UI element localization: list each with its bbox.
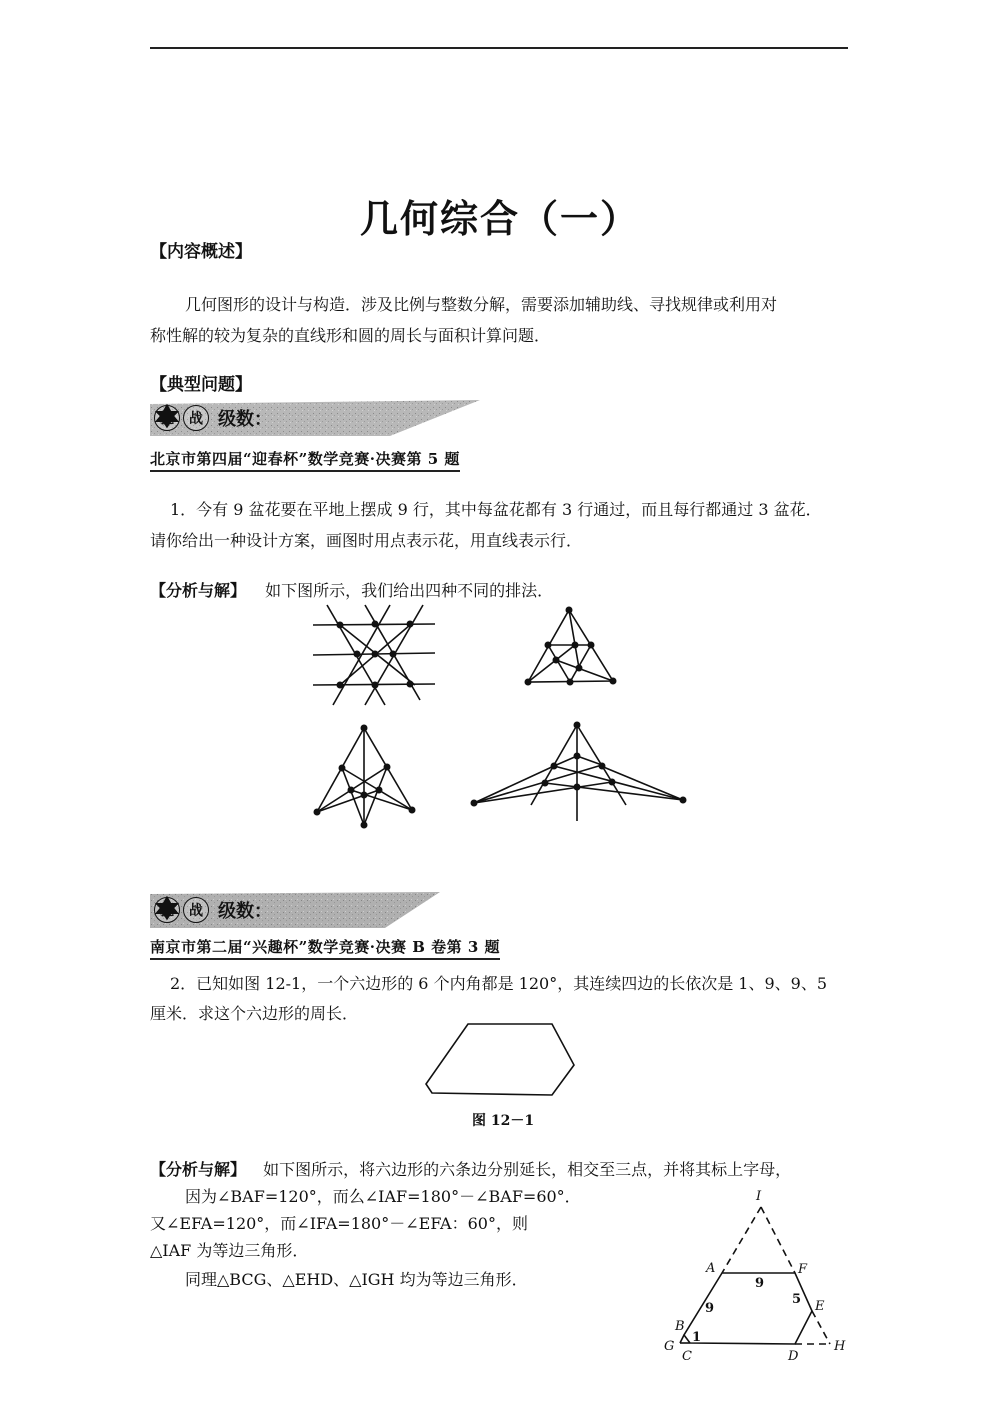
figure-triangle-arrangement [510, 600, 620, 695]
analysis-tag: 【分析与解】 [150, 581, 247, 600]
label-E: E [815, 1299, 825, 1314]
hexagram-star-icon [154, 895, 180, 921]
analysis-line-3: △IAF 为等边三角形． [150, 1241, 309, 1260]
figure-grid-arrangement [305, 600, 445, 710]
problem-source-2: 南京市第二届“兴趣杯”数学竞赛·决赛 B 卷第 3 题 [150, 936, 500, 960]
label-I: I [756, 1189, 762, 1204]
label-D: D [788, 1349, 799, 1360]
overview-heading: 【内容概述】 [150, 242, 252, 262]
page-title: 几何综合（一） [359, 197, 640, 241]
label-A: A [706, 1261, 716, 1276]
challenge-char-zhan: 战 [183, 897, 209, 923]
level-label: 级数： [218, 901, 272, 922]
length-AF: 9 [755, 1276, 765, 1291]
label-B: B [675, 1319, 685, 1334]
analysis-text: 如下图所示，我们给出四种不同的排法． [265, 581, 554, 600]
problem-2-analysis [150, 1157, 870, 1180]
level-label: 级数： [218, 409, 272, 430]
typical-problems-heading: 【典型问题】 [150, 375, 252, 395]
overview-text-line1: 几何图形的设计与构造．涉及比例与整数分解，需要添加辅助线、寻找规律或利用对 [185, 295, 778, 314]
problem-1-statement-line1: 1．今有 9 盆花要在平地上摆成 9 行，其中每盆花都有 3 行通过，而且每行都通过 3 盆花． [170, 500, 822, 519]
analysis-text: 如下图所示，将六边形的六条边分别延长，相交至三点，并将其标上字母， [263, 1160, 792, 1179]
challenge-char-zhan: 战 [183, 405, 209, 431]
challenge-banner-2 [150, 892, 470, 928]
problem-2-statement-line2: 厘米．求这个六边形的周长． [150, 1004, 359, 1023]
problem-2-statement-line1: 2．已知如图 12-1，一个六边形的 6 个内角都是 120°，其连续四边的长依次是 1、9、9、5 [170, 974, 827, 993]
length-FE: 5 [792, 1292, 802, 1307]
label-C: C [682, 1349, 692, 1360]
analysis-line-2: 又∠EFA=120°，而∠IFA=180°－∠EFA：60°，则 [150, 1214, 528, 1233]
figure-arrow-arrangement [305, 715, 420, 830]
label-G: G [664, 1339, 675, 1354]
figure-triangle-diagram [650, 1180, 860, 1360]
length-AB: 9 [705, 1301, 715, 1316]
problem-1-analysis [150, 578, 553, 601]
label-F: F [798, 1262, 808, 1277]
length-BC: 1 [692, 1330, 702, 1345]
analysis-line-4: 同理△BCG、△EHD、△IGH 均为等边三角形． [185, 1270, 528, 1289]
figure-caption: 图 12－1 [472, 1113, 535, 1129]
overview-text-line2: 称性解的较为复杂的直线形和圆的周长与面积计算问题． [150, 326, 551, 345]
figure-hexagon [420, 1015, 590, 1105]
figure-wide-arrangement [460, 715, 700, 825]
label-H: H [834, 1339, 846, 1354]
challenge-banner-1 [150, 400, 470, 436]
analysis-tag: 【分析与解】 [150, 1160, 247, 1179]
header-rule [150, 47, 848, 49]
hexagram-star-icon [154, 403, 180, 429]
analysis-line-1: 因为∠BAF=120°，而么∠IAF=180°－∠BAF=60°． [185, 1187, 581, 1206]
problem-1-statement-line2: 请你给出一种设计方案，画图时用点表示花，用直线表示行． [150, 531, 583, 550]
problem-source-1: 北京市第四届“迎春杯”数学竞赛·决赛第 5 题 [150, 448, 460, 472]
